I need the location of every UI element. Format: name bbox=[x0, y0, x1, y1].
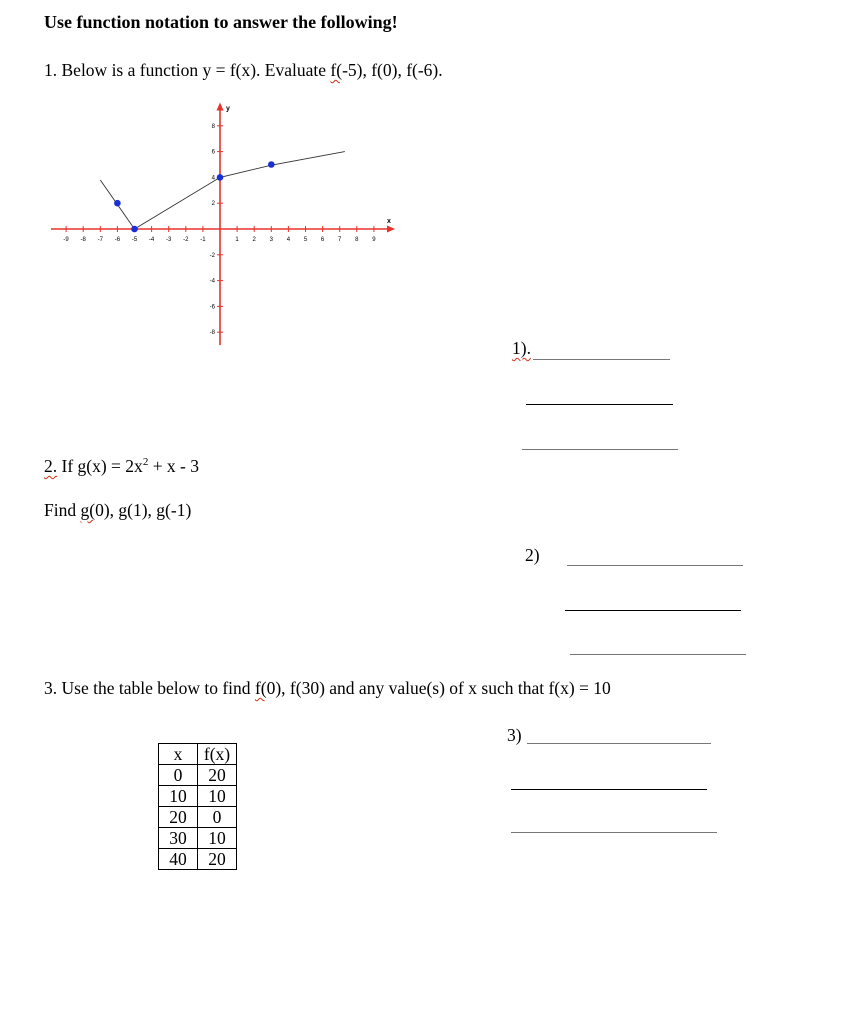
data-point bbox=[268, 161, 275, 168]
table-cell: 10 bbox=[159, 786, 198, 807]
answer-2-line-c[interactable] bbox=[570, 654, 746, 655]
table-cell: 10 bbox=[198, 828, 237, 849]
table-header-fx: f(x) bbox=[198, 744, 237, 765]
table-row bbox=[159, 786, 237, 807]
answer-1-line-b[interactable] bbox=[526, 404, 673, 405]
x-tick-label: 6 bbox=[320, 237, 325, 243]
answer-3-line-b[interactable] bbox=[511, 789, 707, 790]
data-point bbox=[217, 174, 224, 181]
answer-1-line-a[interactable] bbox=[533, 359, 670, 360]
y-tick-label: -8 bbox=[209, 330, 215, 337]
series-line bbox=[100, 149, 345, 229]
table-header-x: x bbox=[159, 744, 198, 765]
q1-marked: f( bbox=[330, 60, 343, 80]
x-tick-label: 2 bbox=[252, 237, 256, 243]
graph-axes bbox=[51, 102, 395, 345]
x-tick-label: -8 bbox=[80, 237, 86, 243]
y-tick-label: -2 bbox=[209, 252, 215, 259]
x-tick-label: 1 bbox=[235, 237, 239, 243]
table-cell: 20 bbox=[159, 807, 198, 828]
x-tick-label: -3 bbox=[166, 237, 172, 243]
table-cell: 20 bbox=[198, 849, 237, 870]
y-tick-label: -4 bbox=[209, 278, 215, 285]
x-tick-label: -2 bbox=[183, 237, 189, 243]
table-cell: 0 bbox=[198, 807, 237, 828]
y-tick-label: 8 bbox=[211, 123, 215, 130]
x-axis-label: x bbox=[387, 218, 391, 225]
table-cell: 0 bbox=[159, 765, 198, 786]
question-2-find: Find g(0), g(1), g(-1) bbox=[44, 500, 192, 520]
x-tick-label: -1 bbox=[200, 237, 206, 243]
q1-suffix: -5), f(0), f(-6). bbox=[342, 60, 443, 80]
y-tick-label: 2 bbox=[211, 201, 215, 208]
x-tick-label: -9 bbox=[63, 237, 69, 243]
x-axis-arrow bbox=[387, 226, 395, 233]
y-tick-label: 4 bbox=[211, 175, 215, 182]
x-tick-label: 3 bbox=[269, 237, 273, 243]
x-tick-label: 9 bbox=[372, 237, 376, 243]
graph-points bbox=[114, 161, 275, 232]
y-axis-label: y bbox=[226, 105, 230, 113]
table-cell: 40 bbox=[159, 849, 198, 870]
x-tick-label: -5 bbox=[131, 237, 138, 243]
page-title: Use function notation to answer the following! bbox=[44, 12, 398, 32]
table-cell: 10 bbox=[198, 786, 237, 807]
answer-2-line-a[interactable] bbox=[567, 565, 743, 566]
data-point bbox=[114, 200, 121, 207]
answer-1-line-c[interactable] bbox=[522, 449, 678, 450]
answer-3-line-a[interactable] bbox=[527, 743, 711, 744]
y-tick-label: -6 bbox=[209, 304, 215, 311]
q2-number: 2. bbox=[44, 456, 58, 476]
q1-prefix: 1. Below is a function y = f(x). Evaluate bbox=[44, 60, 331, 80]
table-row bbox=[159, 807, 237, 828]
x-tick-label: 4 bbox=[286, 237, 291, 243]
data-point bbox=[131, 226, 138, 233]
table-cell: 30 bbox=[159, 828, 198, 849]
table-row bbox=[159, 828, 237, 849]
x-tick-label: -4 bbox=[148, 237, 155, 243]
y-tick-label: 6 bbox=[211, 149, 215, 156]
question-3-text: 3. Use the table below to find f(0), f(30) and any value(s) of x such that f(x) = 10 bbox=[44, 678, 611, 698]
graph-curve bbox=[100, 149, 345, 229]
x-tick-label: 8 bbox=[355, 237, 359, 243]
x-tick-label: 7 bbox=[338, 237, 342, 243]
answer-3-line-c[interactable] bbox=[511, 832, 717, 833]
answer-2-line-b[interactable] bbox=[565, 610, 741, 611]
table-cell: 20 bbox=[198, 765, 237, 786]
answer-1-label: 1). bbox=[512, 338, 531, 358]
q2-exponent: 2 bbox=[142, 456, 149, 469]
x-tick-label: -7 bbox=[97, 237, 103, 243]
answer-3-label: 3) bbox=[507, 725, 522, 745]
y-axis-arrow bbox=[217, 102, 224, 110]
table-row bbox=[159, 765, 237, 786]
table-row bbox=[159, 849, 237, 870]
function-graph bbox=[40, 95, 400, 365]
table-header-row bbox=[159, 744, 237, 765]
answer-2-label: 2) bbox=[525, 545, 540, 565]
question-2-text: 2. If $g(x) = 2x^2 + x - 3$ bbox=[44, 456, 200, 476]
x-tick-label: -6 bbox=[114, 237, 121, 243]
x-tick-label: 5 bbox=[303, 237, 308, 243]
question-1-text bbox=[44, 60, 443, 81]
function-table bbox=[158, 743, 237, 870]
